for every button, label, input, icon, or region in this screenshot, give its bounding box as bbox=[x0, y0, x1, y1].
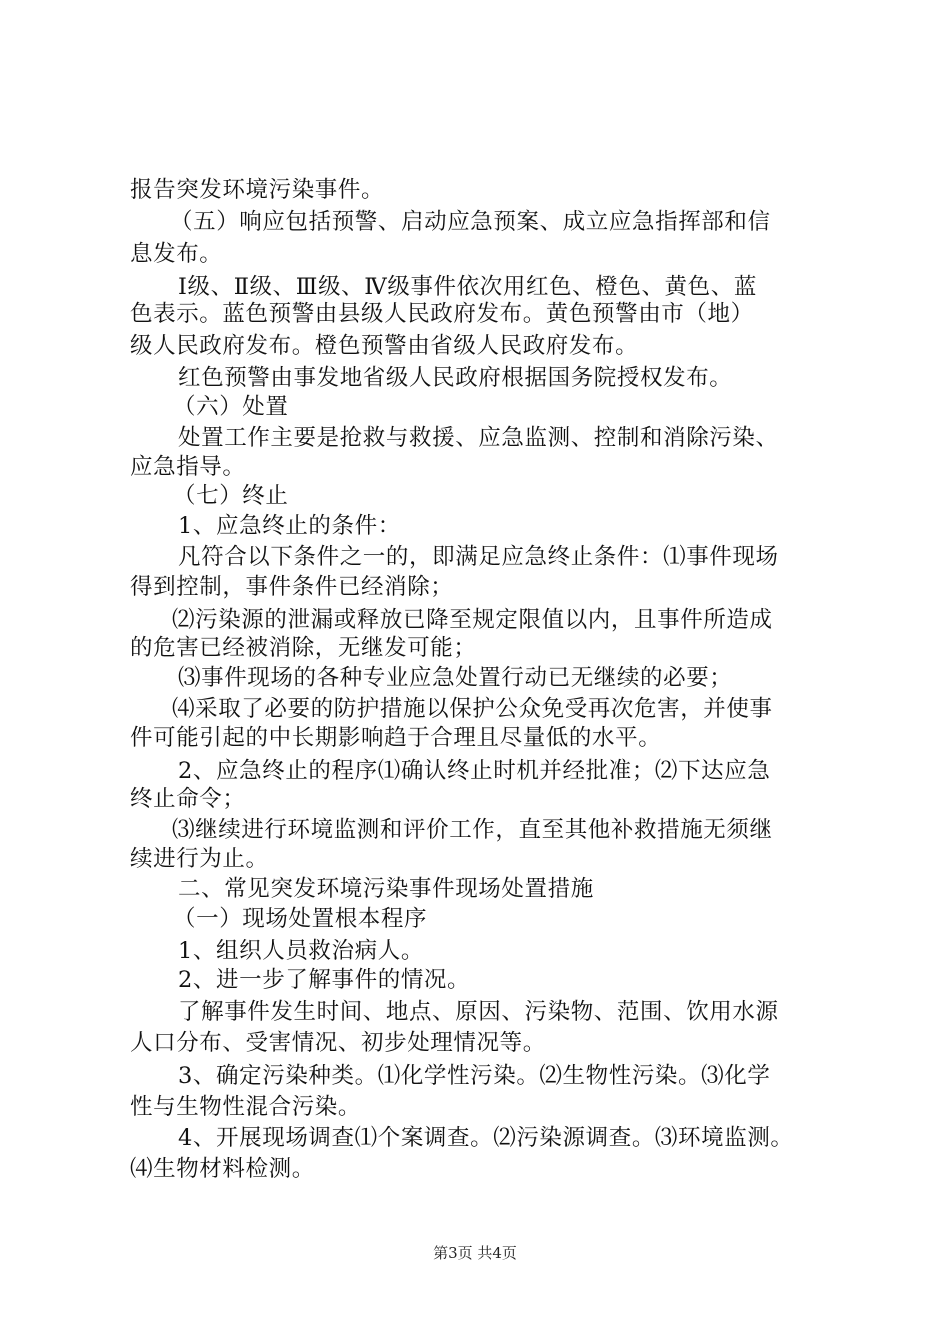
text-line: ⑷生物材料检测。 bbox=[130, 1156, 315, 1182]
text-line: 处置工作主要是抢救与救援、应急监测、控制和消除污染、 bbox=[178, 425, 779, 451]
section-heading: （六）处置 bbox=[173, 394, 289, 420]
text-line: 人口分布、受害情况、初步处理情况等。 bbox=[130, 1030, 546, 1056]
text-line: 续进行为止。 bbox=[130, 846, 269, 872]
text-line: 4、开展现场调查⑴个案调查。⑵污染源调查。⑶环境监测。 bbox=[178, 1125, 794, 1151]
text-line: 息发布。 bbox=[130, 241, 223, 267]
page-footer bbox=[0, 1243, 950, 1263]
section-heading: 二、常见突发环境污染事件现场处置措施 bbox=[178, 876, 594, 902]
text-line: Ⅰ级、Ⅱ级、Ⅲ级、Ⅳ级事件依次用红色、橙色、黄色、蓝 bbox=[178, 274, 757, 300]
text-line: 3、确定污染种类。⑴化学性污染。⑵生物性污染。⑶化学 bbox=[178, 1063, 771, 1089]
section-heading: （一）现场处置根本程序 bbox=[173, 906, 428, 932]
text-line: 报告突发环境污染事件。 bbox=[130, 177, 385, 203]
text-line: ⑵污染源的泄漏或释放已降至规定限值以内，且事件所造成 bbox=[172, 607, 773, 633]
page-number: 第3页 共4页 bbox=[433, 1244, 517, 1262]
text-line: 红色预警由事发地省级人民政府根据国务院授权发布。 bbox=[178, 365, 733, 391]
text-line: ⑶继续进行环境监测和评价工作，直至其他补救措施无须继 bbox=[172, 817, 773, 843]
text-line: （五）响应包括预警、启动应急预案、成立应急指挥部和信 bbox=[170, 209, 771, 235]
text-line: ⑷采取了必要的防护措施以保护公众免受再次危害，并使事 bbox=[172, 696, 773, 722]
text-line: 2、应急终止的程序⑴确认终止时机并经批准；⑵下达应急 bbox=[178, 758, 771, 784]
text-line: 1、组织人员救治病人。 bbox=[178, 938, 424, 964]
text-line: 级人民政府发布。橙色预警由省级人民政府发布。 bbox=[130, 333, 639, 359]
text-line: 色表示。蓝色预警由县级人民政府发布。黄色预警由市（地） bbox=[130, 301, 754, 327]
text-line: 2、进一步了解事件的情况。 bbox=[178, 967, 471, 993]
text-line: ⑶事件现场的各种专业应急处置行动已无继续的必要； bbox=[178, 665, 733, 691]
text-line: 了解事件发生时间、地点、原因、污染物、范围、饮用水源 bbox=[178, 999, 779, 1025]
text-line: 凡符合以下条件之一的，即满足应急终止条件：⑴事件现场 bbox=[178, 544, 779, 570]
text-line: 得到控制，事件条件已经消除； bbox=[130, 574, 454, 600]
section-heading: （七）终止 bbox=[173, 483, 289, 509]
text-line: 应急指导。 bbox=[130, 454, 246, 480]
text-line: 件可能引起的中长期影响趋于合理且尽量低的水平。 bbox=[130, 725, 662, 751]
text-line: 1、应急终止的条件： bbox=[178, 513, 401, 539]
text-line: 性与生物性混合污染。 bbox=[130, 1094, 362, 1120]
text-line: 终止命令； bbox=[130, 786, 246, 812]
text-line: 的危害已经被消除，无继发可能； bbox=[130, 635, 477, 661]
